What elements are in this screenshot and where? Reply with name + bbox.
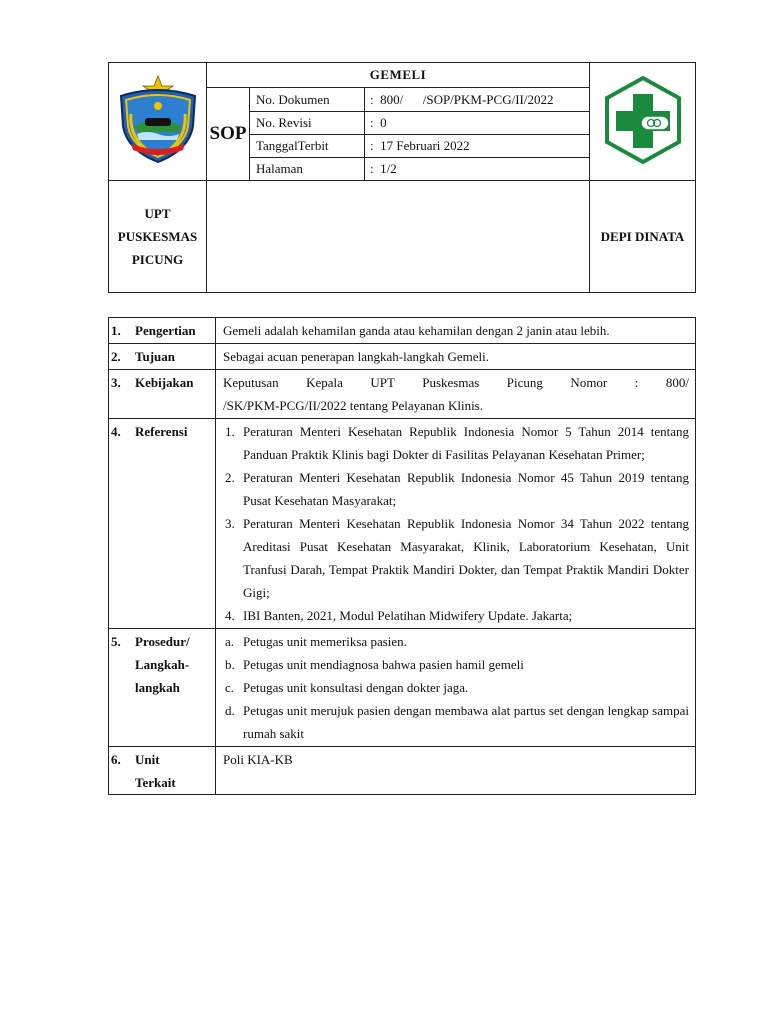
document-title: GEMELI (207, 63, 590, 88)
meta-label-no-dokumen: No. Dokumen (250, 88, 365, 112)
label-line: langkah (135, 680, 180, 695)
list-item (223, 630, 689, 653)
list-marker: 3. (225, 516, 235, 531)
section-number: 6. (111, 752, 121, 767)
list-item (223, 466, 689, 512)
procedure-text: Petugas unit memeriksa pasien. (243, 634, 407, 649)
list-item (223, 676, 689, 699)
value-referensi (216, 419, 696, 629)
list-item (223, 699, 689, 745)
list-marker: a. (225, 634, 235, 649)
list-marker: b. (225, 657, 235, 672)
row-prosedur (109, 629, 696, 747)
section-number: 4. (111, 424, 121, 439)
label-referensi (109, 419, 216, 629)
list-marker: 2. (225, 470, 235, 485)
regency-emblem-icon (113, 74, 203, 166)
reference-text: Peraturan Menteri Kesehatan Republik Indonesia Nomor 34 Tahun 2022 tentang Areditasi Pusat Kesehatan Masyarakat, Klinik, Laboratorium Kesehatan, Unit Tranfusi Darah, Tempat Praktik Mandiri Dokter, dan Tempat Praktik Mandiri Dokter Gigi; (243, 516, 689, 600)
value-tujuan (216, 344, 696, 370)
row-kebijakan (109, 370, 696, 419)
section-label (135, 630, 190, 699)
procedure-list (223, 630, 689, 745)
org-line-1: UPT (144, 206, 171, 221)
meta-value-no-revisi: : 0 (365, 112, 590, 135)
section-number: 5. (111, 634, 121, 649)
pengertian-text: Gemeli adalah kehamilan ganda atau kehamilan dengan 2 janin atau lebih. (223, 323, 610, 338)
row-pengertian (109, 318, 696, 344)
section-number: 2. (111, 349, 121, 364)
left-logo-cell (109, 63, 207, 181)
value-prosedur (216, 629, 696, 747)
tujuan-text: Sebagai acuan penerapan langkah-langkah Gemeli. (223, 349, 490, 364)
signature-area (207, 181, 590, 293)
section-label: Pengertian (135, 323, 196, 338)
list-marker: 1. (225, 424, 235, 439)
kebijakan-line-2: /SK/PKM-PCG/II/2022 tentang Pelayanan Klinis. (223, 398, 483, 413)
value-unit-terkait (216, 747, 696, 795)
signatory-name: DEPI DINATA (590, 181, 696, 293)
puskesmas-cross-icon (600, 75, 686, 165)
sop-content-table (108, 317, 696, 795)
unit-terkait-text: Poli KIA-KB (223, 752, 293, 767)
label-unit-terkait (109, 747, 216, 795)
row-tujuan (109, 344, 696, 370)
organization-name (109, 181, 207, 293)
reference-text: Peraturan Menteri Kesehatan Republik Indonesia Nomor 5 Tahun 2014 tentang Panduan Praktik Klinis bagi Dokter di Fasilitas Pelayanan Kesehatan Primer; (243, 424, 689, 462)
list-marker: d. (225, 703, 235, 718)
label-line: Langkah- (135, 657, 190, 672)
reference-list (223, 420, 689, 627)
sop-header-table (108, 62, 696, 293)
org-line-2: PUSKESMAS (117, 229, 198, 244)
meta-value-no-dokumen: : 800/ /SOP/PKM-PCG/II/2022 (365, 88, 590, 112)
value-kebijakan (216, 370, 696, 419)
label-line: Terkait (135, 775, 176, 790)
right-logo-cell (590, 63, 696, 181)
list-item (223, 653, 689, 676)
label-line: Prosedur/ (135, 634, 190, 649)
procedure-text: Petugas unit konsultasi dengan dokter jaga. (243, 680, 469, 695)
reference-text: Peraturan Menteri Kesehatan Republik Indonesia Nomor 45 Tahun 2019 tentang Pusat Kesehatan Masyarakat; (243, 470, 689, 508)
meta-label-no-revisi: No. Revisi (250, 112, 365, 135)
label-kebijakan (109, 370, 216, 419)
procedure-text: Petugas unit merujuk pasien dengan membawa alat partus set dengan lengkap sampai rumah sakit (243, 703, 689, 741)
section-number: 1. (111, 323, 121, 338)
section-number: 3. (111, 375, 121, 390)
section-label: Tujuan (135, 349, 175, 364)
label-pengertian (109, 318, 216, 344)
reference-text: IBI Banten, 2021, Modul Pelatihan Midwifery Update. Jakarta; (243, 608, 573, 623)
list-item (223, 604, 689, 627)
label-line: Unit (135, 752, 160, 767)
value-pengertian (216, 318, 696, 344)
org-line-3: PICUNG (131, 252, 184, 267)
label-tujuan (109, 344, 216, 370)
list-item (223, 512, 689, 604)
meta-value-halaman: : 1/2 (365, 158, 590, 181)
list-item (223, 420, 689, 466)
label-prosedur (109, 629, 216, 747)
procedure-text: Petugas unit mendiagnosa bahwa pasien hamil gemeli (243, 657, 524, 672)
row-unit-terkait (109, 747, 696, 795)
list-marker: 4. (225, 608, 235, 623)
kebijakan-line-1: Keputusan Kepala UPT Puskesmas Picung Nomor : 800/ (223, 375, 689, 390)
section-label: Kebijakan (135, 375, 194, 390)
section-label: Referensi (135, 424, 188, 439)
list-marker: c. (225, 680, 235, 695)
meta-label-tanggal-terbit: TanggalTerbit (250, 135, 365, 158)
meta-value-tanggal-terbit: : 17 Februari 2022 (365, 135, 590, 158)
sop-label: SOP (207, 88, 250, 181)
row-referensi (109, 419, 696, 629)
section-label (135, 748, 176, 794)
meta-label-halaman: Halaman (250, 158, 365, 181)
